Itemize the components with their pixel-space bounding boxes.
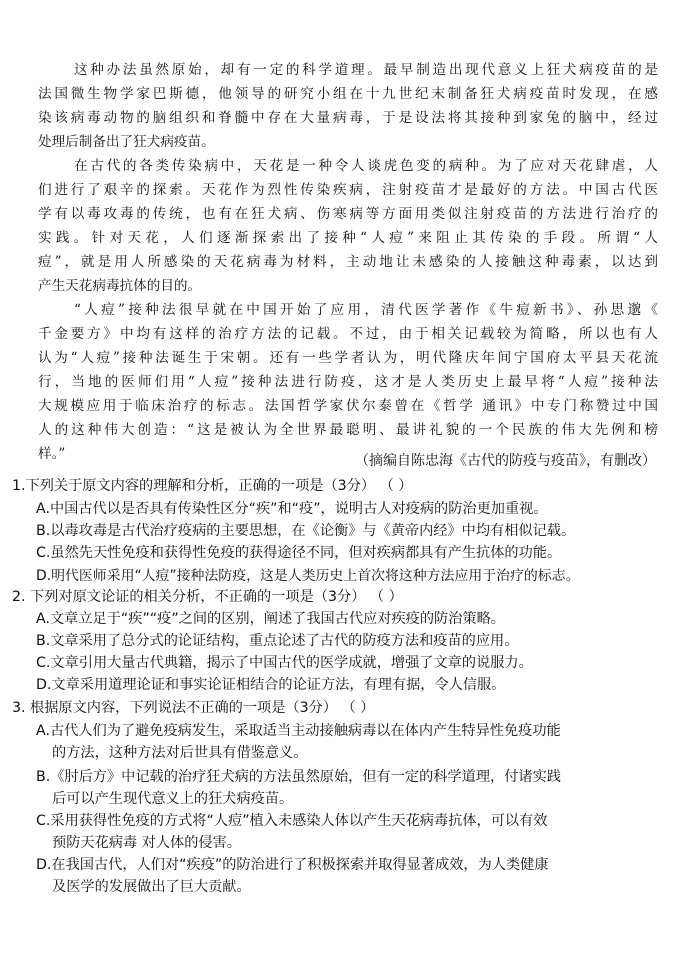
passage-line: 千金要方》中均有这样的治疗方法的记载。不过，由于相关记载较为简略，所以也有人 <box>38 326 658 342</box>
option-c-continued: 预防天花病毒 对人体的侵害。 <box>52 835 241 851</box>
passage-line: 学有以毒攻毒的传统，也有在狂犬病、伤寒病等方面用类似注射疫苗的方法进行治疗的 <box>38 206 658 222</box>
passage-line: 们进行了艰辛的探索。天花作为烈性传染疾病，注射疫苗才是最好的方法。中国古代医 <box>38 182 658 198</box>
passage-line: 行，当地的医师们用“人痘”接种法进行防疫，这才是人类历史上最早将“人痘”接种法 <box>38 374 658 390</box>
passage-line: 产生天花病毒抗体的目的。 <box>38 278 202 294</box>
option-a: A.古代人们为了避免疫病发生，采取适当主动接触病毒以在体内产生特异性免疫功能 <box>36 723 561 739</box>
option-a: A.中国古代以是否具有传染性区分“疾”和“疫”，说明古人对疫病的防治更加重视。 <box>36 501 548 517</box>
passage-line: 处理后制备出了狂犬病疫苗。 <box>38 134 215 150</box>
question-stem: 2. 下列对原文论证的相关分析，不正确的一项是（3分） （ ） <box>12 589 403 605</box>
option-b: B.以毒攻毒是古代治疗疫病的主要思想，在《论衡》与《黄帝内经》中均有相似记载。 <box>36 523 576 539</box>
option-c: C.文章引用大量古代典籍，揭示了中国古代的医学成就，增强了文章的说服力。 <box>36 655 533 671</box>
passage-line: 大规模应用于临床治疗的标志。法国哲学家伏尔泰曾在《哲学 通讯》中专门称赞过中国 <box>38 398 658 414</box>
passage-line: 在古代的各类传染病中，天花是一种令人谈虎色变的病种。为了应对天花肆虐，人 <box>74 158 658 174</box>
option-d: D.在我国古代，人们对“疾疫”的防治进行了积极探索并取得显著成效，为人类健康 <box>36 857 549 873</box>
passage-line: 样。” <box>38 446 66 462</box>
passage-line: 人的这种伟大创造：“这是被认为全世界最聪明、最讲礼貌的一个民族的伟大先例和榜 <box>38 422 658 438</box>
passage-line: 痘”，就是用人所感染的天花病毒为材料，主动地让未感染的人接触这种毒素，以达到 <box>38 254 658 270</box>
option-a: A.文章立足于“疾”“疫”之间的区别，阐述了我国古代应对疾疫的防治策略。 <box>36 611 505 627</box>
option-c: C.采用获得性免疫的方式将“人痘”植入未感染人体以产生天花病毒抗体，可以有效 <box>36 813 548 829</box>
option-d-continued: 及医学的发展做出了巨大贡献。 <box>52 879 251 895</box>
question-stem: 1.下列关于原文内容的理解和分析，正确的一项是（3分） （ ） <box>12 478 413 494</box>
option-d: D.明代医师采用“人痘”接种法防疫，这是人类历史上首次将这种方法应用于治疗的标志。 <box>36 568 580 584</box>
passage-line: “人痘”接种法很早就在中国开始了应用，清代医学著作《牛痘新书》、孙思邈《 <box>74 302 658 318</box>
option-a-continued: 的方法，这种方法对后世具有借鉴意义。 <box>52 745 308 761</box>
option-d: D.文章采用道理论证和事实论证相结合的论证方法，有理有据，令人信服。 <box>36 677 506 693</box>
option-b: B.《肘后方》中记载的治疗狂犬病的方法虽然原始，但有一定的科学道理，付诸实践 <box>36 769 561 785</box>
passage-source: （摘编自陈忠海《古代的防疫与疫苗》，有删改） <box>355 453 656 469</box>
passage-line: 实践。针对天花，人们逐渐探索出了接种“人痘”来阻止其传染的手段。所谓“人 <box>38 230 658 246</box>
option-c: C.虽然先天性免疫和获得性免疫的获得途径不同，但对疾病都具有产生抗体的功能。 <box>36 545 562 561</box>
question-stem: 3. 根据原文内容，下列说法不正确的一项是（3分） （ ） <box>12 700 375 716</box>
passage-line: 法国微生物学家巴斯德，他领导的研究小组在十九世纪末制备狂犬病疫苗时发现，在感 <box>38 86 658 102</box>
passage-line: 染该病毒动物的脑组织和脊髓中存在大量病毒，于是设法将其接种到家兔的脑中，经过 <box>38 110 658 126</box>
passage-line: 这种办法虽然原始，却有一定的科学道理。最早制造出现代意义上狂犬病疫苗的是 <box>74 62 658 78</box>
option-b: B.文章采用了总分式的论证结构，重点论述了古代的防疫方法和疫苗的应用。 <box>36 633 519 649</box>
passage-line: 认为“人痘”接种法诞生于宋朝。还有一些学者认为，明代隆庆年间宁国府太平县天花流 <box>38 350 658 366</box>
option-b-continued: 后可以产生现代意义上的狂犬病疫苗。 <box>52 791 294 807</box>
